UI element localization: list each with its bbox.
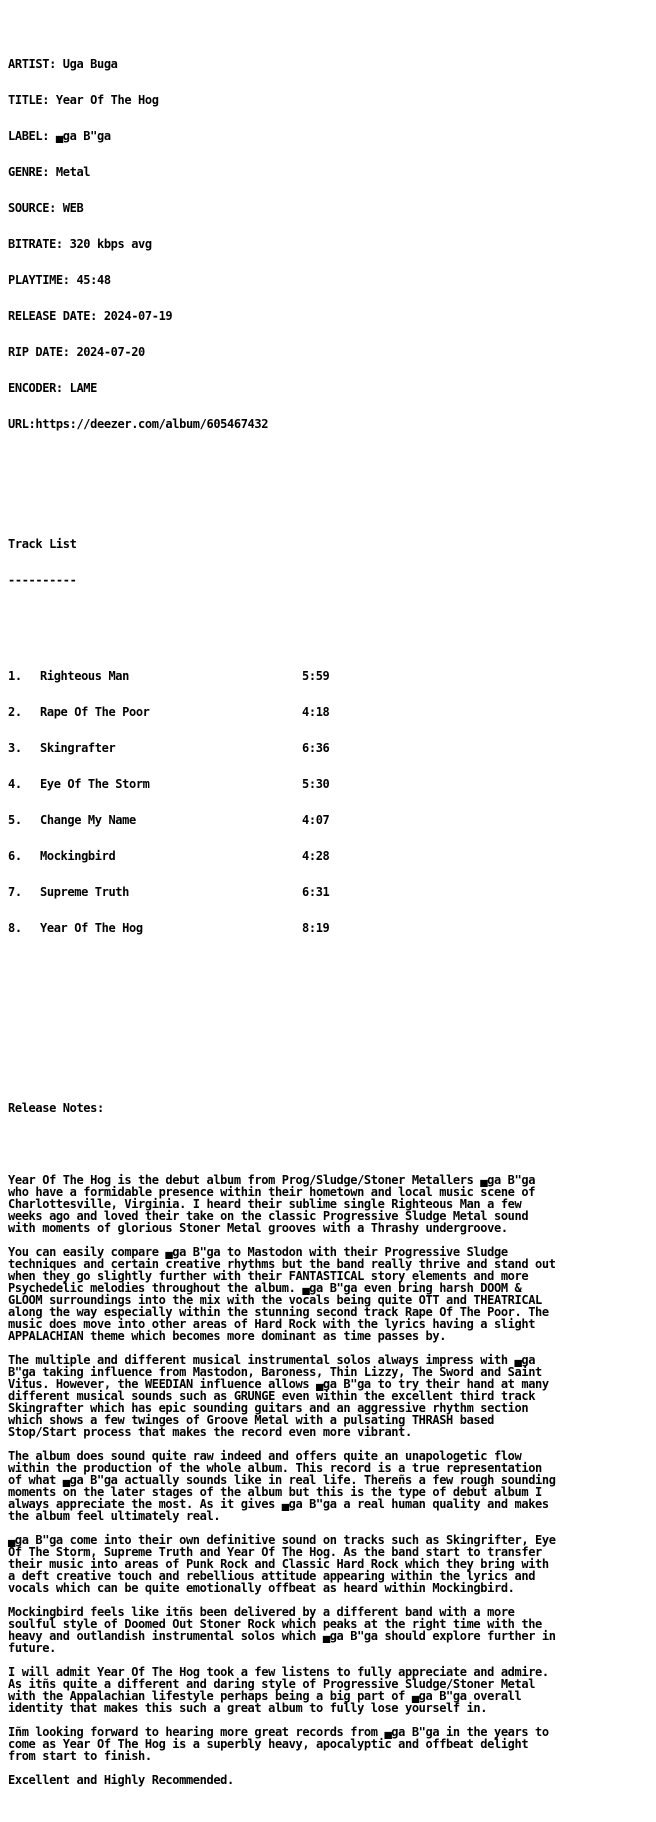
release-notes-body bbox=[8, 1174, 652, 1786]
note-line: a deft creative touch and rebellious attitude appearing within the lyrics and bbox=[8, 1569, 536, 1583]
playtime-line: PLAYTIME: 45:48 bbox=[8, 273, 111, 287]
note-line: Iñm looking forward to hearing more great records from ▄ga B"ga in the years to bbox=[8, 1725, 549, 1739]
tracklist-section bbox=[8, 514, 652, 982]
track-number: 6. bbox=[8, 849, 22, 863]
tracklist-heading: Track List bbox=[8, 537, 77, 551]
title-line: TITLE: Year Of The Hog bbox=[8, 93, 159, 107]
note-line: future. bbox=[8, 1641, 56, 1655]
note-line: moments on the later stages of the album but this is the type of debut album I bbox=[8, 1485, 542, 1499]
note-line: Year Of The Hog is the debut album from Prog/Sludge/Stoner Metallers ▄ga B"ga bbox=[8, 1173, 536, 1187]
note-line: vocals which can be quite emotionally offbeat as heard within Mockingbird. bbox=[8, 1581, 515, 1595]
note-line: The multiple and different musical instrumental solos always impress with ▄ga bbox=[8, 1353, 536, 1367]
note-line: techniques and certain creative rhythms but the band really thrive and stand out bbox=[8, 1257, 556, 1271]
track-number: 7. bbox=[8, 885, 22, 899]
note-line: APPALACHIAN theme which becomes more dominant as time passes by. bbox=[8, 1329, 447, 1343]
spacer bbox=[8, 1342, 652, 1354]
tracklist-underline: ---------- bbox=[8, 573, 77, 587]
note-paragraph bbox=[8, 1450, 652, 1522]
note-paragraph bbox=[8, 1606, 652, 1654]
track-row bbox=[8, 742, 652, 754]
track-length: 8:19 bbox=[302, 921, 330, 935]
track-length: 4:07 bbox=[302, 813, 330, 827]
note-line: Charlottesville, Virginia. I heard their sublime single Righteous Man a few bbox=[8, 1197, 522, 1211]
track-row bbox=[8, 670, 652, 682]
note-line: weeks ago and loved their take on the classic Progressive Sludge Metal sound bbox=[8, 1209, 529, 1223]
note-line: You can easily compare ▄ga B"ga to Mastodon with their Progressive Sludge bbox=[8, 1245, 508, 1259]
artist-line: ARTIST: Uga Buga bbox=[8, 57, 118, 71]
note-line: Mockingbird feels like itñs been delivered by a different band with a more bbox=[8, 1605, 515, 1619]
note-paragraph bbox=[8, 1354, 652, 1438]
track-title: Righteous Man bbox=[40, 669, 129, 683]
note-line: The album does sound quite raw indeed and offers quite an unapologetic flow bbox=[8, 1449, 522, 1463]
spacer bbox=[8, 1042, 652, 1054]
track-title: Skingrafter bbox=[40, 741, 116, 755]
spacer bbox=[8, 1714, 652, 1726]
note-line: Skingrafter which has epic sounding guitars and an aggressive rhythm section bbox=[8, 1401, 529, 1415]
spacer bbox=[8, 1138, 652, 1150]
source-line: SOURCE: WEB bbox=[8, 201, 84, 215]
note-line: B"ga taking influence from Mastodon, Baroness, Thin Lizzy, The Sword and Saint bbox=[8, 1365, 542, 1379]
spacer bbox=[8, 610, 652, 622]
spacer bbox=[8, 1594, 652, 1606]
spacer bbox=[8, 1762, 652, 1774]
track-row bbox=[8, 922, 652, 934]
note-line: come as Year Of The Hog is a superbly heavy, apocalyptic and offbeat delight bbox=[8, 1737, 529, 1751]
note-line: ▄ga B"ga come into their own definitive sound on tracks such as Skingrifter, Eye bbox=[8, 1533, 556, 1547]
track-row bbox=[8, 850, 652, 862]
track-row bbox=[8, 886, 652, 898]
track-number: 3. bbox=[8, 741, 22, 755]
url-line: URL:https://deezer.com/album/605467432 bbox=[8, 417, 269, 431]
note-line: different musical sounds such as GRUNGE even within the excellent third track bbox=[8, 1389, 536, 1403]
spacer bbox=[8, 478, 652, 490]
note-line: Excellent and Highly Recommended. bbox=[8, 1773, 234, 1787]
note-paragraph bbox=[8, 1666, 652, 1714]
encoder-line: ENCODER: LAME bbox=[8, 381, 97, 395]
track-number: 2. bbox=[8, 705, 22, 719]
spacer bbox=[8, 1234, 652, 1246]
track-number: 8. bbox=[8, 921, 22, 935]
spacer bbox=[8, 1438, 652, 1450]
track-number: 4. bbox=[8, 777, 22, 791]
note-line: Psychedelic melodies throughout the album. ▄ga B"ga even bring harsh DOOM & bbox=[8, 1281, 522, 1295]
track-length: 6:36 bbox=[302, 741, 330, 755]
track-number: 5. bbox=[8, 813, 22, 827]
track-number: 1. bbox=[8, 669, 22, 683]
note-line: who have a formidable presence within their hometown and local music scene of bbox=[8, 1185, 536, 1199]
track-length: 5:30 bbox=[302, 777, 330, 791]
track-length: 6:31 bbox=[302, 885, 330, 899]
note-paragraph bbox=[8, 1726, 652, 1762]
note-paragraph bbox=[8, 1774, 652, 1786]
track-row bbox=[8, 706, 652, 718]
note-line: along the way especially within the stunning second track Rape Of The Poor. The bbox=[8, 1305, 549, 1319]
spacer bbox=[8, 1654, 652, 1666]
note-line: their music into areas of Punk Rock and Classic Hard Rock which they bring with bbox=[8, 1557, 549, 1571]
note-line: GLOOM surroundings into the mix with the vocals being quite OTT and THEATRICAL bbox=[8, 1293, 542, 1307]
note-line: Stop/Start process that makes the record even more vibrant. bbox=[8, 1425, 412, 1439]
track-title: Change My Name bbox=[40, 813, 136, 827]
genre-line: GENRE: Metal bbox=[8, 165, 91, 179]
track-list bbox=[8, 646, 652, 958]
note-line: Vitus. However, the WEEDIAN influence allows ▄ga B"ga to try their hand at many bbox=[8, 1377, 549, 1391]
note-line: identity that makes this such a great album to fully lose yourself in. bbox=[8, 1701, 488, 1715]
note-line: from start to finish. bbox=[8, 1749, 152, 1763]
note-paragraph bbox=[8, 1534, 652, 1594]
nfo-document bbox=[8, 10, 652, 1822]
bitrate-line: BITRATE: 320 kbps avg bbox=[8, 237, 152, 251]
track-row bbox=[8, 778, 652, 790]
release-notes-heading: Release Notes: bbox=[8, 1101, 104, 1115]
note-paragraph bbox=[8, 1246, 652, 1342]
track-title: Supreme Truth bbox=[40, 885, 129, 899]
track-length: 4:18 bbox=[302, 705, 330, 719]
track-length: 5:59 bbox=[302, 669, 330, 683]
track-title: Eye Of The Storm bbox=[40, 777, 150, 791]
note-line: the album feel ultimately real. bbox=[8, 1509, 221, 1523]
note-line: I will admit Year Of The Hog took a few listens to fully appreciate and admire. bbox=[8, 1665, 549, 1679]
rip-date-line: RIP DATE: 2024-07-20 bbox=[8, 345, 145, 359]
note-line: soulful style of Doomed Out Stoner Rock which peaks at the right time with the bbox=[8, 1617, 542, 1631]
release-date-line: RELEASE DATE: 2024-07-19 bbox=[8, 309, 173, 323]
track-title: Rape Of The Poor bbox=[40, 705, 150, 719]
note-line: with moments of glorious Stoner Metal grooves with a Thrashy undergroove. bbox=[8, 1221, 508, 1235]
note-line: always appreciate the most. As it gives ▄ga B"ga a real human quality and makes bbox=[8, 1497, 549, 1511]
note-line: heavy and outlandish instrumental solos which ▄ga B"ga should explore further in bbox=[8, 1629, 556, 1643]
spacer bbox=[8, 1006, 652, 1018]
note-line: which shows a few twinges of Groove Metal with a pulsating THRASH based bbox=[8, 1413, 494, 1427]
note-line: music does move into other areas of Hard Rock with the lyrics having a slight bbox=[8, 1317, 536, 1331]
note-line: with the Appalachian lifestyle perhaps being a big part of ▄ga B"ga overall bbox=[8, 1689, 522, 1703]
track-title: Mockingbird bbox=[40, 849, 116, 863]
note-paragraph bbox=[8, 1174, 652, 1234]
track-row bbox=[8, 814, 652, 826]
header-block bbox=[8, 34, 652, 454]
release-notes-section bbox=[8, 1078, 652, 1810]
note-line: when they go slightly further with their FANTASTICAL story elements and more bbox=[8, 1269, 529, 1283]
note-line: of what ▄ga B"ga actually sounds like in real life. Thereñs a few rough sounding bbox=[8, 1473, 556, 1487]
label-line: LABEL: ▄ga B"ga bbox=[8, 129, 111, 143]
note-line: within the production of the whole album. This record is a true representation bbox=[8, 1461, 542, 1475]
track-title: Year Of The Hog bbox=[40, 921, 143, 935]
track-length: 4:28 bbox=[302, 849, 330, 863]
note-line: Of The Storm, Supreme Truth and Year Of The Hog. As the band start to transfer bbox=[8, 1545, 542, 1559]
note-line: As itñs quite a different and daring style of Progressive Sludge/Stoner Metal bbox=[8, 1677, 536, 1691]
spacer bbox=[8, 1522, 652, 1534]
